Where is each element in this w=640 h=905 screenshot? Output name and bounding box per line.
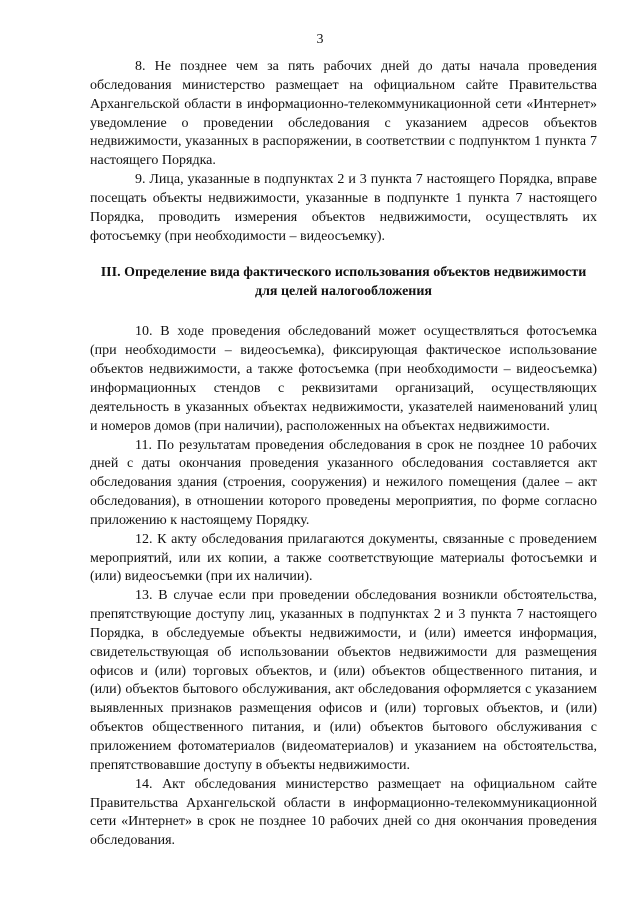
paragraph-12: 12. К акту обследования прилагаются документы, связанные с проведением мероприятий, или их копии, а также соответствующие материалы фотосъемки и (или) видеосъемки (при их наличии). (90, 531, 597, 585)
paragraph-9: 9. Лица, указанные в подпунктах 2 и 3 пункта 7 настоящего Порядка, вправе посещать объекты недвижимости, указанные в подпункте 1 пункта 7 настоящего Порядка, проводить измерения объектов недвижимости, осуществлять их фотосъемку (при необходимости – видеосъемку). (90, 172, 597, 244)
paragraph-10: 10. В ходе проведения обследований может осуществляться фотосъемка (при необходимости – видеосъемка), фиксирующая фактическое использование объектов недвижимости, а также фотосъемка (при необходимости – видеосъемка) информационных стендов с реквизитами организаций, осуществляющих деятельность в указанных объектах недвижимости, указателей наименований улиц и номеров домов (при наличии), расположенных на объектах недвижимости. (90, 324, 597, 434)
document-body (90, 58, 597, 851)
page-number: 3 (316, 32, 324, 47)
paragraph-13: 13. В случае если при проведении обследования возникли обстоятельства, препятствующие доступу лиц, указанных в подпунктах 2 и 3 пункта 7 настоящего Порядка, в обследуемые объекты недвижимости, и (или) имеется информация, свидетельствующая об использовании объектов недвижимости для размещения офисов и (или) торговых объектов, и (или) объектов общественного питания, и (или) объектов бытового обслуживания, акт обследования оформляется с указанием выявленных признаков размещения офисов и (или) торговых объектов, и (или) объектов общественного питания, и (или) объектов бытового обслуживания с приложением фотоматериалов (видеоматериалов) и указанием на обстоятельства, препятствовавшие доступу в объекты недвижимости. (90, 588, 597, 773)
paragraph-14: 14. Акт обследования министерство размещает на официальном сайте Правительства Архангельской области в информационно-телекоммуникационной сети «Интернет» в срок не позднее 10 рабочих дней со дня окончания проведения обследования. (90, 776, 597, 849)
paragraph-8: 8. Не позднее чем за пять рабочих дней до даты начала проведения обследования министерство размещает на официальном сайте Правительства Архангельской области в информационно-телекоммуникационной сети «Интернет» уведомление о проведении обследования с указанием адресов объектов недвижимости, указанных в распоряжении, в соответствии с подпунктом 1 пункта 7 настоящего Порядка. (90, 59, 597, 169)
paragraph-11: 11. По результатам проведения обследования в срок не позднее 10 рабочих дней с даты окончания проведения указанного обследования составляется акт обследования здания (строения, сооружения) и нежилого помещения (далее – акт обследования), в отношении которого проведены мероприятия, по форме согласно приложению к настоящему Порядку. (90, 437, 597, 528)
section-heading: III. Определение вида фактического использования объектов недвижимости для целей налогообложения (100, 265, 587, 299)
